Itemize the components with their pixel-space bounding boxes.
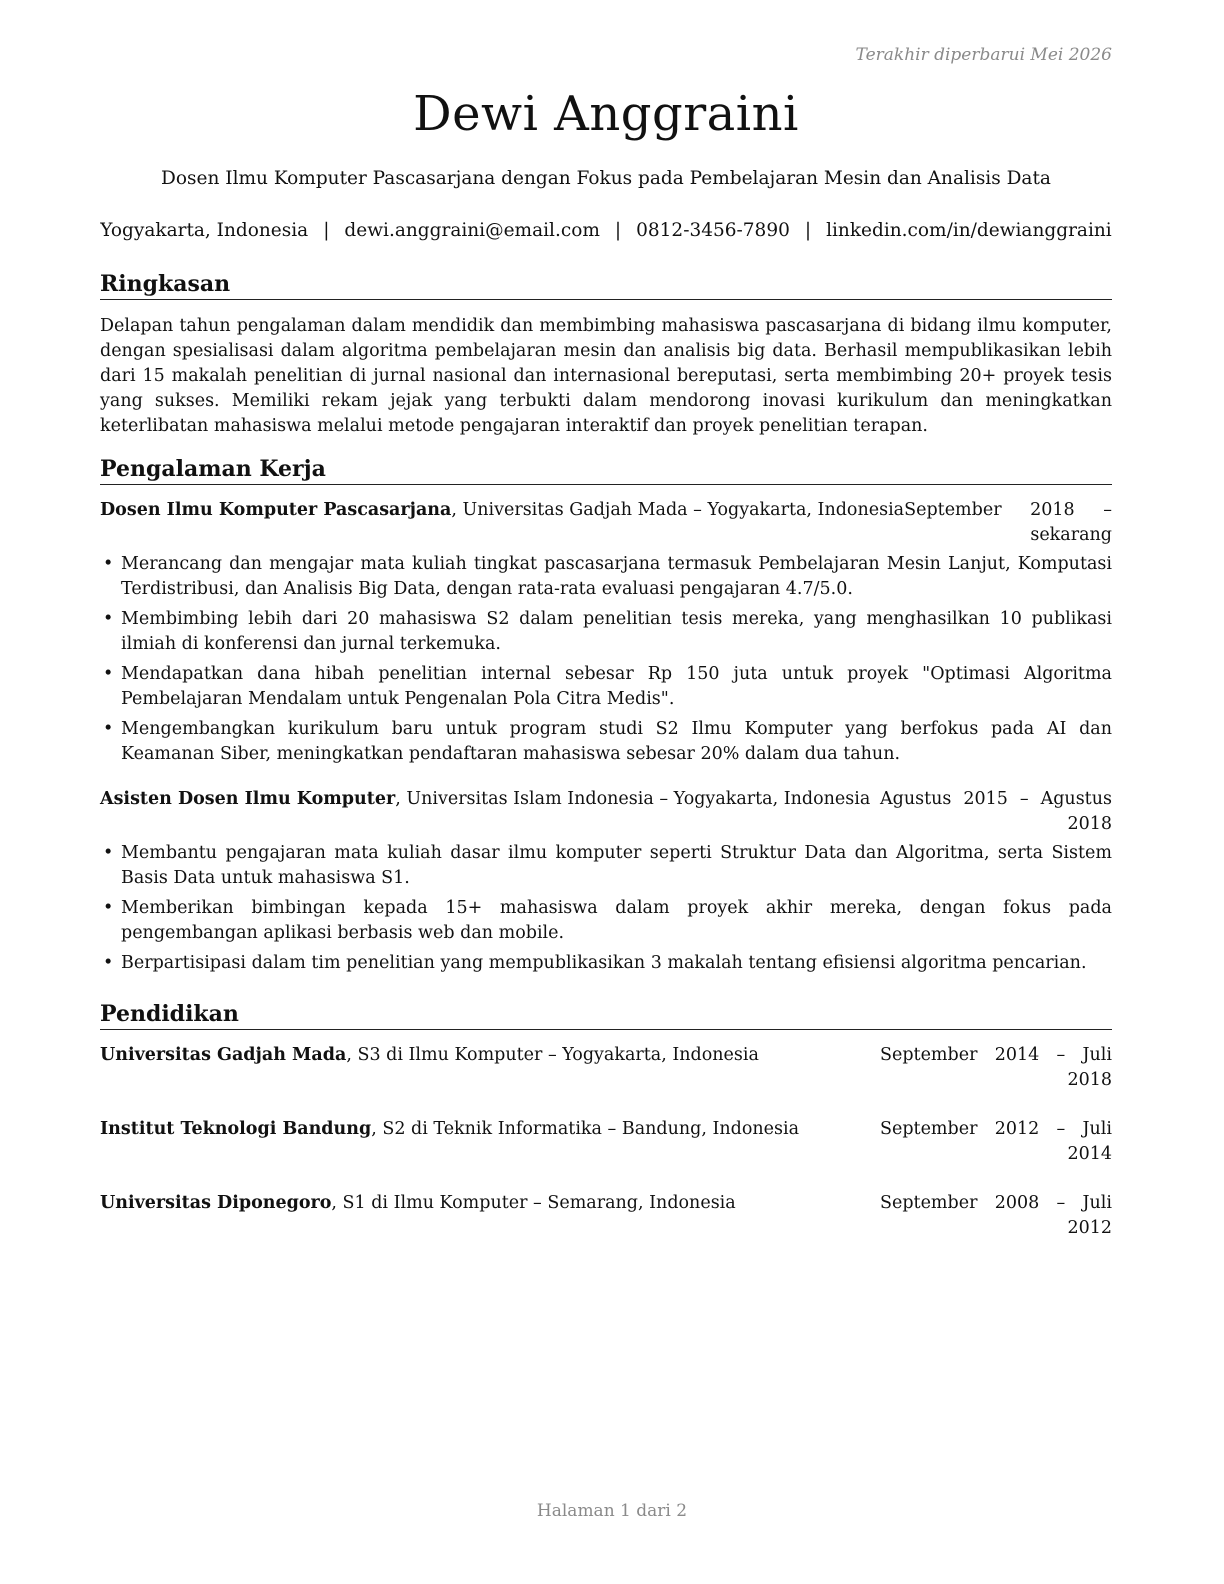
date-part: September [880,1045,978,1065]
list-item [100,607,1112,657]
contact-email[interactable]: dewi.anggraini@email.com [344,220,600,241]
list-item [100,717,1112,767]
summary-text: Delapan tahun pengalaman dalam mendidik dan membimbing mahasiswa pascasarjana di bidang ilmu komputer, dengan spesialisasi dalam algoritma pembelajaran mesin dan analisis big data. Berhasil mempublikasikan lebih dari 15 makalah penelitian di jurnal nasional dan internasional bereputasi, serta membimbing 20+ proyek tesis yang sukses. Memiliki rekam jejak yang terbukti dalam mendorong inovasi kurikulum dan meningkatkan keterlibatan mahasiswa melalui metode pengajaran interaktif dan proyek penelitian terapan. [100,316,1112,436]
bullet-icon: • [103,843,114,863]
list-item [100,951,1112,976]
degree-detail: , S1 di Ilmu Komputer – Semarang, Indonesia [331,1193,736,1213]
date-part: – [1056,1193,1066,1213]
date-part: 2018 [1030,500,1075,520]
degree-detail: , S2 di Teknik Informatika – Bandung, Indonesia [371,1119,800,1139]
bullet-text: Memberikan bimbingan kepada 15+ mahasiswa dalam proyek akhir mereka, dengan fokus pada pengembangan aplikasi berbasis web dan mobile. [121,898,1112,943]
bullet-icon: • [103,554,114,574]
contact-line [100,220,1112,241]
bullet-icon: • [103,664,114,684]
bullet-text: Mengembangkan kurikulum baru untuk program studi S2 Ilmu Komputer yang berfokus pada AI dan Keamanan Siber, meningkatkan pendaftaran mahasiswa sebesar 20% dalam dua tahun. [121,719,1112,764]
bullet-icon: • [103,953,114,973]
date-part: Agustus [880,789,952,809]
education-title-line [100,1043,759,1093]
date-part: 2018 [1067,1070,1112,1090]
job-header [100,498,1112,548]
job-bullets [100,841,1112,976]
section-title: Ringkasan [100,271,1112,300]
date-part: 2012 [1067,1218,1112,1238]
job-org: , Universitas Gadjah Mada – Yogyakarta, Indonesia [451,500,905,520]
contact-separator: | [323,220,330,241]
education-entry [100,1117,1112,1167]
section-title: Pendidikan [100,1001,1112,1030]
education-entry [100,1043,1112,1093]
date-part: September [904,500,1002,520]
date-part: – [1103,500,1112,520]
school-name: Universitas Diponegoro [100,1193,332,1213]
section-title: Pengalaman Kerja [100,456,1112,485]
bullet-text: Mendapatkan dana hibah penelitian internal sebesar Rp 150 juta untuk proyek "Optimasi Algoritma Pembelajaran Mendalam untuk Pengenalan Pola Citra Medis". [121,664,1112,709]
date-part: – [1056,1119,1066,1139]
job-title-line [100,787,870,837]
list-item [100,662,1112,712]
education-title-line [100,1117,799,1167]
contact-separator: | [614,220,622,241]
date-part: sekarang [1030,525,1112,545]
education-title-line [100,1191,736,1241]
date-part: 2012 [994,1119,1040,1139]
date-part: Juli [1082,1193,1112,1213]
summary-section [100,271,1112,439]
candidate-name: Dewi Anggraini [413,86,799,142]
job-org: , Universitas Islam Indonesia – Yogyakarta, Indonesia [395,789,871,809]
list-item [100,896,1112,946]
school-name: Institut Teknologi Bandung [100,1119,372,1139]
date-part: 2015 [963,789,1008,809]
date-part: 2008 [994,1193,1040,1213]
contact-location: Yogyakarta, Indonesia [100,220,309,241]
date-part: 2014 [1067,1144,1112,1164]
list-item [100,552,1112,602]
contact-separator: | [804,220,812,241]
job-bullets [100,552,1112,767]
job-dates [904,498,1112,548]
list-item [100,841,1112,891]
date-part: Juli [1082,1045,1112,1065]
last-updated: Terakhir diperbarui Mei 2026 [855,45,1112,65]
experience-section [100,456,1112,981]
bullet-text: Membantu pengajaran mata kuliah dasar ilmu komputer seperti Struktur Data dan Algoritma, serta Sistem Basis Data untuk mahasiswa S1. [121,843,1112,888]
bullet-icon: • [103,609,114,629]
job-dates [880,787,1112,837]
bullet-icon: • [103,719,114,739]
date-part: September [880,1193,978,1213]
date-part: 2014 [994,1045,1040,1065]
job-header [100,787,1112,837]
education-dates [880,1043,1112,1093]
tagline: Dosen Ilmu Komputer Pascasarjana dengan Fokus pada Pembelajaran Mesin dan Analisis Data [161,168,1051,189]
contact-phone: 0812-3456-7890 [636,220,790,241]
contact-linkedin[interactable]: linkedin.com/in/dewianggraini [826,220,1112,241]
job-role: Dosen Ilmu Komputer Pascasarjana [100,500,452,520]
job-title-line [100,498,904,548]
bullet-text: Merancang dan mengajar mata kuliah tingkat pascasarjana termasuk Pembelajaran Mesin Lanjut, Komputasi Terdistribusi, dan Analisis Big Data, dengan rata-rata evaluasi pengajaran 4.7/5.0. [121,554,1112,599]
date-part: – [1019,789,1029,809]
date-part: 2018 [1067,814,1112,834]
education-dates [880,1117,1112,1167]
job-entry [100,498,1112,767]
job-entry [100,787,1112,976]
school-name: Universitas Gadjah Mada [100,1045,347,1065]
page-number: Halaman 1 dari 2 [536,1501,688,1521]
degree-detail: , S3 di Ilmu Komputer – Yogyakarta, Indonesia [346,1045,759,1065]
date-part: – [1056,1045,1066,1065]
education-dates [880,1191,1112,1241]
date-part: Juli [1082,1119,1112,1139]
date-part: Agustus [1040,789,1112,809]
education-entry [100,1191,1112,1241]
education-section [100,1001,1112,1241]
job-role: Asisten Dosen Ilmu Komputer [100,789,396,809]
bullet-icon: • [103,898,114,918]
date-part: September [880,1119,978,1139]
bullet-text: Membimbing lebih dari 20 mahasiswa S2 dalam penelitian tesis mereka, yang menghasilkan 10 publikasi ilmiah di konferensi dan jurnal terkemuka. [121,609,1112,654]
bullet-text: Berpartisipasi dalam tim penelitian yang mempublikasikan 3 makalah tentang efisiensi algoritma pencarian. [121,953,1087,973]
